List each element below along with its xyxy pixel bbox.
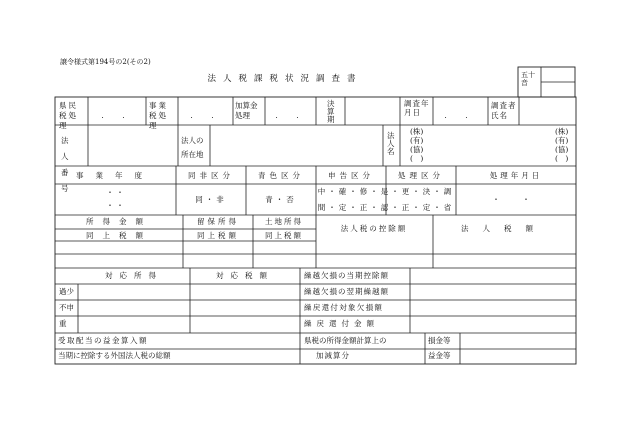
loss-items-label: 損金等: [428, 336, 451, 345]
form-number: 譲令様式第194号の2(その2): [60, 58, 151, 66]
company-type-kyo-right: (協): [555, 145, 569, 154]
loss-item-current-deduction: 繰越欠損の当期控除額: [304, 271, 389, 280]
form-title: 法人税課税状況調査書: [207, 74, 363, 84]
corporate-tax-header: 法人税額: [461, 224, 547, 233]
dividends-label: 受取配当の益金算入額: [58, 336, 148, 345]
business-year-header: 事業年度: [76, 171, 154, 180]
corporate-name-label: 法人名: [387, 131, 395, 156]
return-top-options: 中・確・修・是・更・決・調: [317, 187, 455, 196]
adjust-row-heavy: 重: [59, 319, 67, 328]
code-box-label: 五十音: [521, 71, 535, 87]
company-type-kabu-right: (株): [555, 127, 569, 136]
corporate-number-label: 法人番号: [61, 136, 75, 193]
profit-items-label: 益金等: [428, 351, 451, 360]
processing-date-dots: ・ ・: [492, 195, 540, 204]
business-tax-date: . .: [190, 111, 222, 120]
adjust-row-nonfiling: 不申: [59, 303, 74, 312]
pref-calc-top-label: 県税の所得金額計算上の: [304, 336, 387, 345]
additional-tax-date: . .: [275, 111, 307, 120]
income-header: 所得金額: [86, 217, 152, 226]
same-non-value: 同・非: [195, 195, 227, 204]
company-type-yu-right: (有): [555, 136, 569, 145]
settlement-period-label: 決算期: [327, 99, 335, 124]
company-type-blank-right: ( ): [555, 154, 569, 163]
processing-date-header: 処理年月日: [489, 171, 543, 180]
prefecture-tax-date: . .: [101, 111, 133, 120]
land-tax-header: 同上税額: [265, 231, 303, 240]
company-type-blank: ( ): [410, 154, 424, 163]
retained-income-header: 留保所得: [197, 217, 239, 226]
corporate-address-label: 法人の所在地: [181, 136, 204, 159]
business-tax-processing-label: 事業税処理: [149, 101, 168, 130]
adjust-row-underreport: 過少: [59, 287, 74, 296]
retained-tax-header: 同上税額: [197, 231, 239, 240]
return-bottom-options: 間・定・正・認・正・定・省: [317, 203, 455, 212]
blue-white-header: 青色区分: [258, 171, 304, 180]
blue-value: 青・否: [265, 195, 297, 204]
pref-calc-bottom-label: 加減算分: [316, 351, 350, 360]
loss-item-refund-amount: 繰戻還付金額: [304, 319, 379, 328]
additional-tax-processing-label: 加算金処理: [235, 101, 258, 120]
company-type-yu: (有): [410, 136, 424, 145]
loss-item-refund-target: 繰戻還付対象欠損額: [304, 303, 384, 312]
company-type-kabu: (株): [410, 127, 424, 136]
return-type-header: 申告区分: [328, 171, 374, 180]
adjust-income-header: 対応所得: [105, 271, 163, 280]
company-type-kyo: (協): [410, 145, 424, 154]
processing-type-header: 処理区分: [398, 171, 444, 180]
foreign-tax-label: 当期に控除する外国法人税の総額: [58, 351, 171, 360]
land-income-header: 土地所得: [265, 217, 303, 226]
surveyor-name-label: 調査者氏名: [491, 101, 517, 120]
loss-item-carryforward: 繰越欠損の翌期繰越額: [304, 287, 389, 296]
survey-date-label: 調査年月日: [404, 99, 430, 117]
adjust-tax-header: 対応税額: [216, 271, 274, 280]
prefecture-tax-processing-label: 県民税処理: [59, 101, 78, 130]
business-year-end-dots: ・ ・: [106, 201, 124, 210]
deduction-header: 法人税の控除額: [340, 224, 408, 233]
income-tax-header: 同上税額: [86, 231, 152, 240]
survey-date: . .: [444, 111, 476, 120]
business-year-start-dots: ・ ・: [106, 188, 124, 197]
same-non-header: 同非区分: [188, 171, 234, 180]
